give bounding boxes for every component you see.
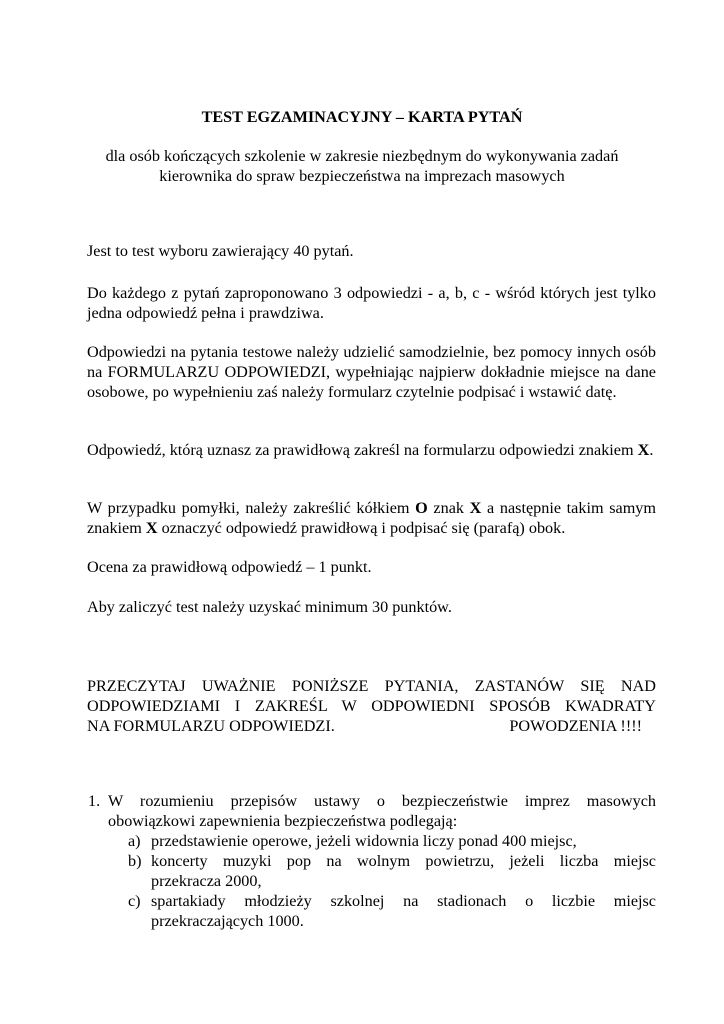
p5-text-d: oznaczyć odpowiedź prawidłową i podpisać się (parafą) obok. <box>157 519 566 537</box>
question-text <box>108 791 656 831</box>
intro-paragraph-1: Jest to test wyboru zawierający 40 pytań. <box>87 242 354 260</box>
answer-text-line-1: koncerty muzyki pop na wolnym powietrzu, jeżeli liczba miejsc <box>151 852 656 870</box>
x-mark-1: X <box>469 499 482 517</box>
intro-paragraph-7: Aby zaliczyć test należy uzyskać minimum 30 punktów. <box>87 598 452 616</box>
question-text-line-1: W rozumieniu przepisów ustawy o bezpieczeństwie imprez masowych <box>108 792 656 810</box>
x-mark-2: X <box>145 519 158 537</box>
intro-paragraph-6: Ocena za prawidłową odpowiedź – 1 punkt. <box>87 558 372 576</box>
p4-text: Odpowiedź, którą uznasz za prawidłową zakreśl na formularzu odpowiedzi znakiem <box>87 441 638 459</box>
x-mark: X <box>637 441 650 459</box>
p5-text-c: a następnie takim samym znakiem <box>87 499 656 537</box>
intro-paragraph-3: Odpowiedzi na pytania testowe należy udzielić samodzielnie, bez pomocy innych osób na FORMULARZU ODPOWIEDZI, wypełniając najpierw dokładnie miejsce na dane osobowe, po wypełnieniu zaś należy formularz czytelnie podpisać i wstawić datę. <box>87 343 656 401</box>
answer-list <box>88 831 656 931</box>
answer-text-line-1: spartakiady młodzieży szkolnej na stadionach o liczbie miejsc <box>151 892 656 910</box>
answer-a <box>88 831 656 851</box>
question-number: 1. <box>88 792 101 810</box>
instruction-line-1: PRZECZYTAJ UWAŻNIE PONIŻSZE PYTANIA, ZASTANÓW SIĘ NAD <box>87 677 656 695</box>
subtitle-line-1: dla osób kończących szkolenie w zakresie niezbędnym do wykonywania zadań <box>105 147 619 165</box>
closing-text: POWODZENIA !!!! <box>509 717 642 735</box>
intro-paragraph-2: Do każdego z pytań zaproponowano 3 odpowiedzi - a, b, c - wśród których jest tylko jedna odpowiedź pełna i prawdziwa. <box>87 284 656 322</box>
instruction-line-3 <box>87 716 656 736</box>
intro-paragraph-4 <box>87 440 656 460</box>
p4-end: . <box>649 441 654 459</box>
answer-text-line-2: przekracza 2000, <box>151 872 262 890</box>
p5-text-a: W przypadku pomyłki, należy zakreślić kółkiem <box>87 499 416 517</box>
answer-letter: a) <box>128 832 141 850</box>
document-subtitle <box>60 146 664 186</box>
question-1 <box>88 791 656 931</box>
instruction-block <box>87 676 656 736</box>
p5-text-b: znak <box>427 499 470 517</box>
document-title: TEST EGZAMINACYJNY – KARTA PYTAŃ <box>201 108 523 126</box>
answer-text: przedstawienie operowe, jeżeli widownia liczy ponad 400 miejsc, <box>151 832 577 850</box>
answer-b <box>88 851 656 891</box>
answer-text-line-2: przekraczających 1000. <box>151 912 304 930</box>
subtitle-line-2: kierownika do spraw bezpieczeństwa na imprezach masowych <box>159 167 565 185</box>
answer-letter: c) <box>128 892 141 910</box>
instruction-line-3-text: NA FORMULARZU ODPOWIEDZI. <box>87 717 335 735</box>
instruction-line-2: ODPOWIEDZIAMI I ZAKREŚL W ODPOWIEDNI SPOSÓB KWADRATY <box>87 697 656 715</box>
answer-c <box>88 891 656 931</box>
circle-mark: O <box>415 499 428 517</box>
intro-paragraph-5 <box>87 498 656 538</box>
answer-letter: b) <box>128 852 142 870</box>
question-text-line-2: obowiązkowi zapewnienia bezpieczeństwa podlegają: <box>108 812 458 830</box>
